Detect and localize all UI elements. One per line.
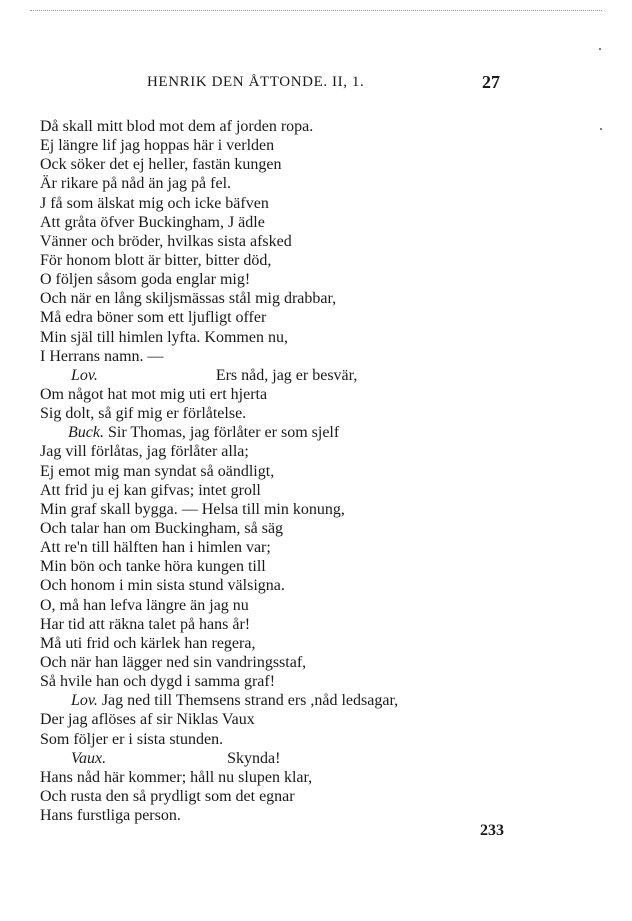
verse-line: Och rusta den så prydligt som det egnar [40,787,295,805]
verse-line: Må uti frid och kärlek han regera, [40,634,256,652]
verse-line: Och talar han om Buckingham, så säg [40,519,284,537]
speech-line-lov [40,366,610,385]
verse-line: O följen såsom goda englar mig! [40,271,251,289]
verse-line: Ej längre lif jag hoppas här i verlden [40,137,275,155]
speaker-name: Lov. [71,366,98,384]
verse-line: Ock söker det ej heller, fastän kungen [40,156,282,174]
verse-line: Sig dolt, så gif mig er förlåtelse. [40,405,247,423]
verse-line: Ej emot mig man syndat så oändligt, [40,462,275,480]
verse-line: Och honom i min sista stund välsigna. [40,577,285,595]
speaker-name: Lov. [71,692,98,710]
verse-line: Och när han lägger ned sin vandringsstaf, [40,653,307,671]
verse-line: Min själ till himlen lyfta. Kommen nu, [40,328,288,346]
signature-mark: 233 [480,822,504,839]
verse-line: För honom blott är bitter, bitter död, [40,251,272,269]
verse-line: Jag vill förlåtas, jag förlåter alla; [40,443,249,461]
verse-line: Må edra böner som ett ljufligt offer [40,309,267,327]
speech-text: Jag ned till Themsens strand ers ,nåd ledsagar, [101,692,399,710]
speaker-name: Vaux. [71,749,107,767]
speech-line-buck [40,423,610,442]
verse-line: Har tid att räkna talet på hans år! [40,615,251,633]
verse-line: Så hvile han och dygd i samma graf! [40,673,276,691]
verse-line: Som följer er i sista stunden. [40,730,224,748]
page-number: 27 [482,72,500,92]
verse-line: Att re'n till hälften han i himlen var; [40,539,271,557]
speaker-name: Buck. [68,424,104,442]
verse-line: O, må han lefva längre än jag nu [40,596,249,614]
speech-line-lov [40,691,610,710]
verse-text [40,117,610,825]
speech-text: Ers nåd, jag er besvär, [215,366,358,384]
verse-line: J få som älskat mig och icke bäfven [40,194,269,212]
verse-line: Min bön och tanke höra kungen till [40,558,266,576]
speech-text: Skynda! [227,749,281,767]
verse-line: Hans furstliga person. [40,807,181,825]
verse-line: Är rikare på nåd än jag på fel. [40,175,232,193]
speech-text: Sir Thomas, jag förlåter er som sjelf [107,424,340,442]
verse-line: Då skall mitt blod mot dem af jorden ropa. [40,118,314,135]
verse-line: Der jag aflöses af sir Niklas Vaux [40,711,255,729]
speech-line-vaux [40,749,610,768]
top-edge-rule [30,10,602,11]
running-title: HENRIK DEN ÅTTONDE. II, 1. [147,74,365,90]
verse-line: Att frid ju ej kan gifvas; intet groll [40,481,261,499]
verse-line: Vänner och bröder, hvilkas sista afsked [40,232,292,250]
verse-line: Att gråta öfver Buckingham, J ädle [40,213,265,231]
verse-line: Om något hat mot mig uti ert hjerta [40,385,268,403]
ink-speck [599,48,601,50]
verse-line: Hans nåd här kommer; håll nu slupen klar, [40,768,313,786]
verse-line: Min graf skall bygga. — Helsa till min konung, [40,500,345,518]
verse-line: Och när en lång skiljsmässas stål mig drabbar, [40,290,337,308]
verse-line: I Herrans namn. — [40,347,164,365]
